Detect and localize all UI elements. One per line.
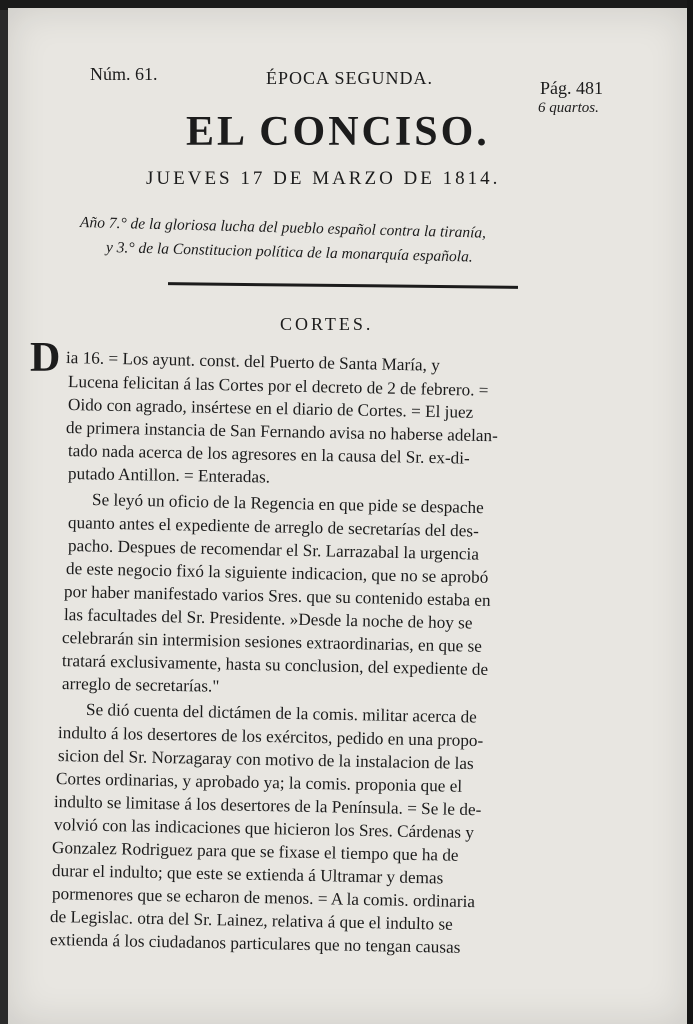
text-line: de Legislac. otra del Sr. Lainez, relativa á que el indulto se	[49, 907, 453, 934]
newspaper-page	[8, 8, 688, 1024]
text-line: de este negocio fixó la siguiente indicacion, que no se aprobó	[65, 559, 489, 587]
text-line: durar el indulto; que este se extienda á Ultramar y demas	[51, 861, 444, 888]
text-line: Oido con agrado, insértese en el diario de Cortes. = El juez	[67, 395, 474, 422]
motto-line-2: y 3.° de la Constitucion política de la monarquía española.	[105, 239, 473, 266]
text-line: tado nada acerca de los agresores en la causa del Sr. ex-di-	[67, 441, 470, 468]
text-line: indulto se limitase á los desertores de la Península. = Se le de-	[53, 792, 482, 820]
text-line: indulto á los desertores de los exércitos, pedido en una propo-	[57, 723, 484, 751]
divider-rule	[168, 282, 518, 289]
text-line: tratará exclusivamente, hasta su conclusion, del expediente de	[61, 651, 489, 679]
text-line: sicion del Sr. Norzagaray con motivo de la instalacion de las	[57, 746, 474, 773]
motto-line-1: Año 7.° de la gloriosa lucha del pueblo español contra la tiranía,	[79, 214, 487, 242]
text-line: quanto antes el expediente de arreglo de secretarías del des-	[67, 513, 479, 541]
text-line: arreglo de secretarías."	[61, 674, 220, 696]
text-line: volvió con las indicaciones que hicieron los Sres. Cárdenas y	[53, 815, 475, 843]
text-line: Se leyó un oficio de la Regencia en que pide se despache	[91, 490, 484, 518]
text-line: celebrarán sin intermision sesiones extraordinarias, en que se	[61, 628, 483, 656]
text-line: ia 16. = Los ayunt. const. del Puerto de Santa María, y	[65, 348, 441, 375]
text-line: putado Antillon. = Enteradas.	[67, 464, 271, 487]
text-line: Lucena felicitan á las Cortes por el decreto de 2 de febrero. =	[67, 372, 489, 400]
text-line: de primera instancia de San Fernando avisa no haberse adelan-	[65, 418, 499, 446]
section-title: CORTES.	[280, 314, 374, 334]
issue-date: JUEVES 17 DE MARZO DE 1814.	[146, 168, 501, 189]
text-line: pormenores que se echaron de menos. = A la comis. ordinaria	[51, 884, 476, 912]
text-line: Cortes ordinarias, y aprobado ya; la comis. proponia que el	[55, 769, 463, 796]
text-line: Gonzalez Rodriguez para que se fixase el tiempo que ha de	[51, 838, 459, 865]
text-line: extienda á los ciudadanos particulares que no tengan causas	[49, 930, 461, 957]
text-line: por haber manifestado varios Sres. que su contenido estaba en	[63, 582, 491, 610]
epoch-label: ÉPOCA SEGUNDA.	[266, 68, 434, 88]
text-line: pacho. Despues de recomendar el Sr. Larrazabal la urgencia	[67, 536, 480, 564]
text-line: las facultades del Sr. Presidente. »Desde la noche de hoy se	[63, 605, 473, 633]
page-number: Pág. 481	[540, 78, 603, 98]
text-line: Se dió cuenta del dictámen de la comis. militar acerca de	[85, 700, 477, 727]
masthead-title: EL CONCISO.	[186, 109, 490, 155]
scan-right-edge	[687, 0, 693, 1024]
price: 6 quartos.	[538, 100, 599, 116]
issue-number: Núm. 61.	[90, 64, 158, 84]
drop-cap: D	[30, 335, 61, 381]
